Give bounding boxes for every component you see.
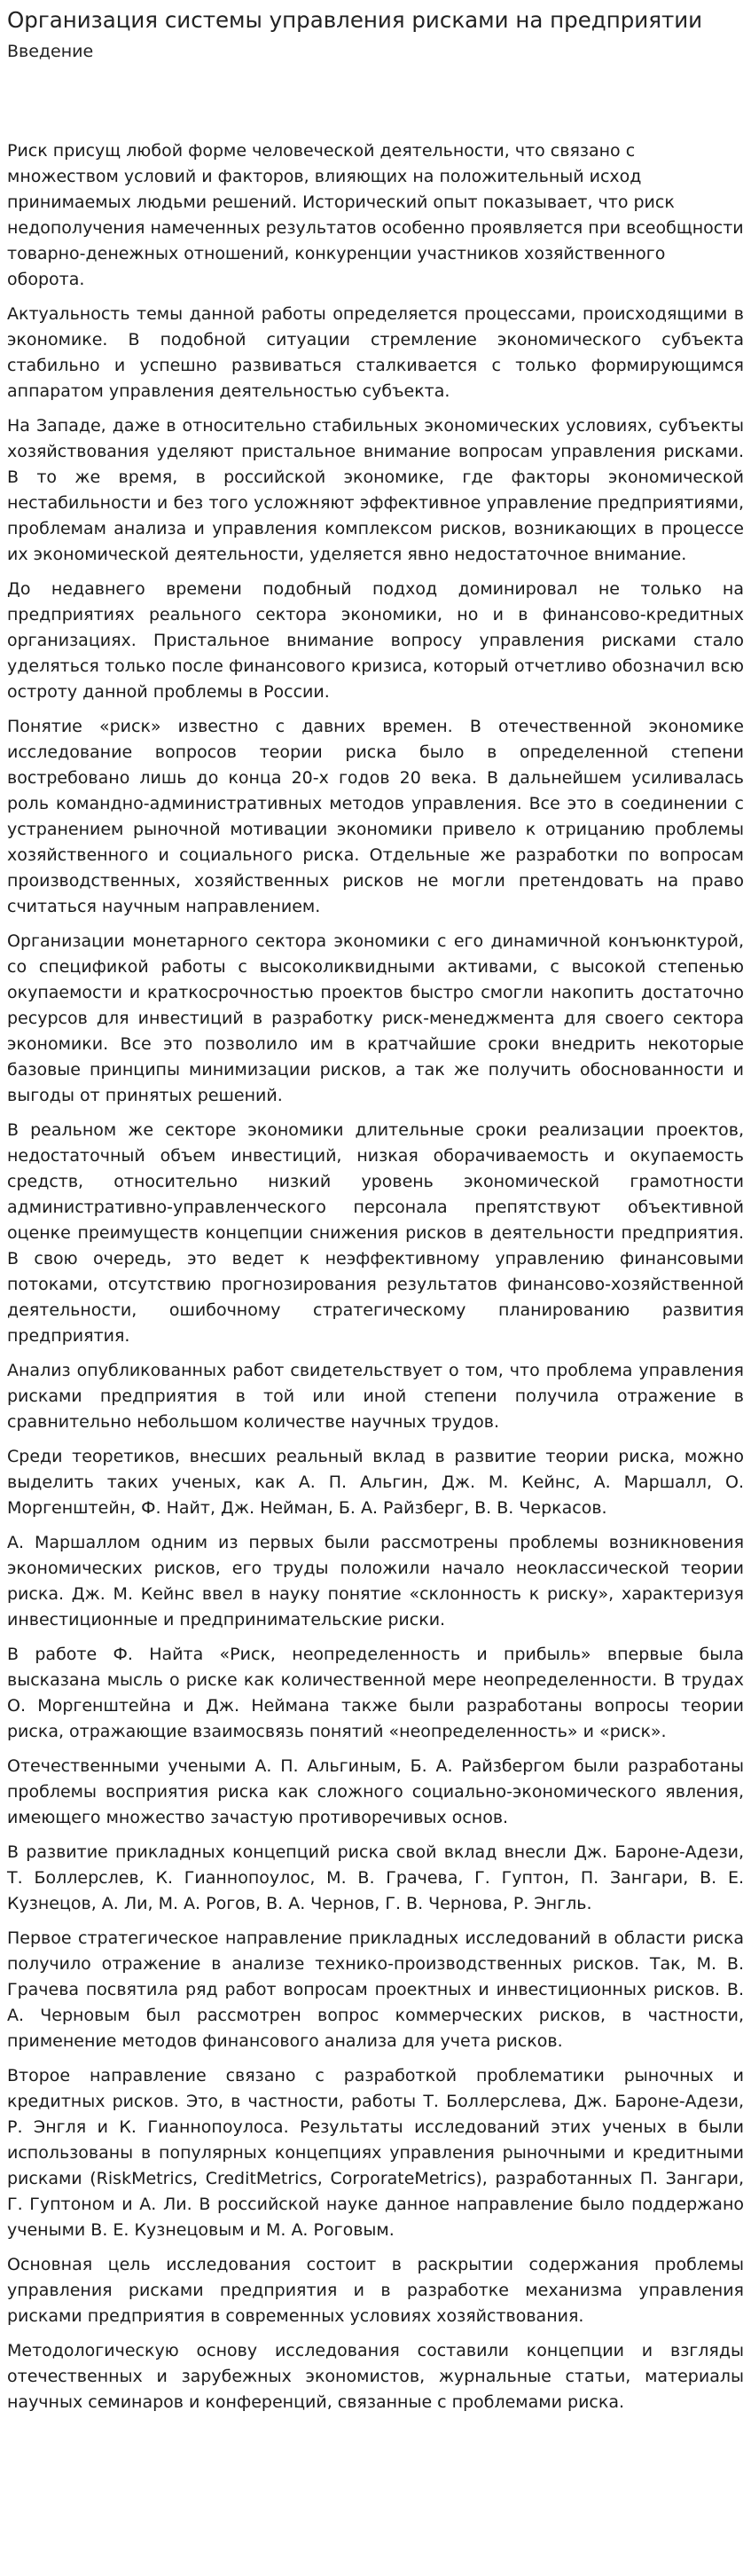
paragraph: В реальном же секторе экономики длительные сроки реализации проектов, недостаточный объем инвестиций, низкая оборачиваемость и окупаемость средств, относительно низкий уровень экономической грамотности административно-управленческого персонала препятствуют объективной оценке преимуществ концепции снижения рисков в деятельности предприятия. В свою очередь, это ведет к неэффективному управлению финансовыми потоками, отсутствию прогнозирования результатов финансово-хозяйственной деятельности, ошибочному стратегическому планированию развития предприятия.: [7, 1120, 744, 1346]
document-title: Организация системы управления рисками на предприятии: [7, 7, 703, 33]
paragraph: Методологическую основу исследования составили концепции и взгляды отечественных и зарубежных экономистов, журнальные статьи, материалы научных семинаров и конференций, связанные с проблемами риска.: [7, 2341, 744, 2412]
paragraph: В развитие прикладных концепций риска свой вклад внесли Дж. Бароне-Адези, Т. Боллерслев, К. Гианнопоулос, М. В. Грачева, Г. Гуптон, П. Зангари, В. Е. Кузнецов, А. Ли, М. А. Рогов, В. А. Чернов, Г. В. Чернова, Р. Энгль.: [7, 1842, 744, 1913]
paragraph: До недавнего времени подобный подход доминировал не только на предприятиях реального сектора экономики, но и в финансово-кредитных организациях. Пристальное внимание вопросу управления рисками стало уделяться только после финансового кризиса, который отчетливо обозначил всю остроту данной проблемы в России.: [7, 579, 744, 702]
paragraph: Среди теоретиков, внесших реальный вклад в развитие теории риска, можно выделить таких ученых, как А. П. Альгин, Дж. М. Кейнс, А. Маршалл, О. Моргенштейн, Ф. Найт, Дж. Нейман, Б. А. Райзберг, В. В. Черкасов.: [7, 1447, 744, 1518]
paragraph: Актуальность темы данной работы определяется процессами, происходящими в экономике. В подобной ситуации стремление экономического субъекта стабильно и успешно развиваться сталкивается с только формирующимся аппаратом управления деятельностью субъекта.: [7, 304, 744, 401]
paragraph: А. Маршаллом одним из первых были рассмотрены проблемы возникновения экономических рисков, его труды положили начало неоклассической теории риска. Дж. М. Кейнс ввел в науку понятие «склонность к риску», характеризуя инвестиционные и предпринимательские риски.: [7, 1533, 744, 1630]
paragraph: Второе направление связано с разработкой проблематики рыночных и кредитных рисков. Это, в частности, работы Т. Боллерслева, Дж. Бароне-Адези, Р. Энгля и К. Гианнопоулоса. Результаты исследований этих ученых в были использованы в популярных концепциях управления рыночными и кредитными рисками (RiskMetrics, CreditMetrics, CorporateMetrics), разработанных П. Зангари, Г. Гуптоном и А. Ли. В российской науке данное направление было поддержано учеными В. Е. Кузнецовым и М. А. Роговым.: [7, 2066, 744, 2240]
document-body: [7, 138, 744, 2415]
paragraph: На Западе, даже в относительно стабильных экономических условиях, субъекты хозяйствования уделяют пристальное внимание вопросам управления рисками. В то же время, в российской экономике, где факторы экономической нестабильности и без того усложняют эффективное управление предприятиями, проблемам анализа и управления комплексом рисков, возникающих в процессе их экономической деятельности, уделяется явно недостаточное внимание.: [7, 416, 744, 564]
section-heading: Введение: [7, 42, 94, 61]
paragraph: Организации монетарного сектора экономики с его динамичной конъюнктурой, со спецификой работы с высоколиквидными активами, с высокой степенью окупаемости и краткосрочностью проектов быстро смогли накопить достаточно ресурсов для инвестиций в разработку риск-менеджмента для своего сектора экономики. Все это позволило им в кратчайшие сроки внедрить некоторые базовые принципы минимизации рисков, а так же получить обоснованности и выгоды от принятых решений.: [7, 931, 744, 1105]
paragraph: Риск присущ любой форме человеческой деятельности, что связано с множеством условий и факторов, влияющих на положительный исход принимаемых людьми решений. Исторический опыт показывает, что риск недополучения намеченных результатов особенно проявляется при всеобщности товарно-денежных отношений, конкуренции участников хозяйственного оборота.: [7, 141, 744, 289]
paragraph: Отечественными учеными А. П. Альгиным, Б. А. Райзбергом были разработаны проблемы восприятия риска как сложного социально-экономического явления, имеющего множество зачастую противоречивых основ.: [7, 1756, 744, 1827]
paragraph: Основная цель исследования состоит в раскрытии содержания проблемы управления рисками предприятия и в разработке механизма управления рисками предприятия в современных условиях хозяйствования.: [7, 2255, 744, 2326]
paragraph: Анализ опубликованных работ свидетельствует о том, что проблема управления рисками предприятия в той или иной степени получила отражение в сравнительно небольшом количестве научных трудов.: [7, 1361, 744, 1432]
paragraph: Первое стратегическое направление прикладных исследований в области риска получило отражение в анализе технико-производственных рисков. Так, М. В. Грачева посвятила ряд работ вопросам проектных и инвестиционных рисков. В. А. Черновым был рассмотрен вопрос коммерческих рисков, в частности, применение методов финансового анализа для учета рисков.: [7, 1928, 744, 2051]
paragraph: В работе Ф. Найта «Риск, неопределенность и прибыль» впервые была высказана мысль о риске как количественной мере неопределенности. В трудах О. Моргенштейна и Дж. Неймана также были разработаны вопросы теории риска, отражающие взаимосвязь понятий «неопределенность» и «риск».: [7, 1645, 744, 1741]
paragraph: Понятие «риск» известно с давних времен. В отечественной экономике исследование вопросов теории риска было в определенной степени востребовано лишь до конца 20-х годов 20 века. В дальнейшем усиливалась роль командно-административных методов управления. Все это в соединении с устранением рыночной мотивации экономики привело к отрицанию проблемы хозяйственного и социального риска. Отдельные же разработки по вопросам производственных, хозяйственных рисков не могли претендовать на право считаться научным направлением.: [7, 717, 744, 916]
